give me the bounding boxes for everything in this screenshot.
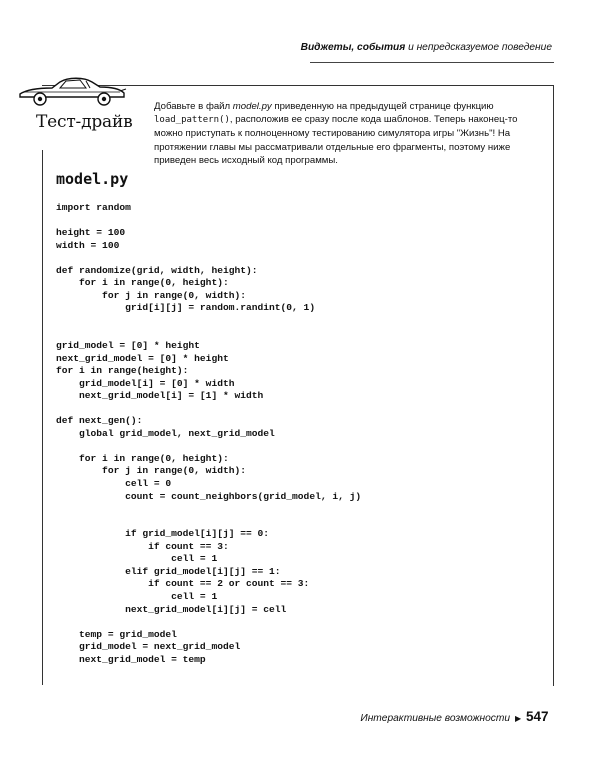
page-number: 547 <box>526 709 549 724</box>
code-line: global grid_model, next_grid_model <box>56 427 275 439</box>
header-rule <box>310 62 554 63</box>
code-line: if count == 3: <box>56 540 229 552</box>
code-line <box>56 440 361 453</box>
code-line: temp = grid_model <box>56 628 177 640</box>
code-line: elif grid_model[i][j] == 1: <box>56 565 281 577</box>
intro-filename: model.py <box>232 101 272 112</box>
code-line: if count == 2 or count == 3: <box>56 578 310 590</box>
footer-arrow-icon: ▶ <box>515 714 522 723</box>
chapter-title-part2: и <box>405 42 417 53</box>
code-line: import random <box>56 202 131 213</box>
file-title: model.py <box>56 170 129 188</box>
code-listing <box>56 202 361 666</box>
code-line <box>56 616 361 629</box>
box-left-border <box>42 150 43 685</box>
code-line <box>56 503 361 516</box>
intro-code-name: load_pattern() <box>154 115 230 126</box>
code-line <box>56 252 361 265</box>
intro-text-1: Добавьте в файл <box>154 101 233 112</box>
code-line: if grid_model[i][j] == 0: <box>56 528 270 540</box>
code-line: grid_model = next_grid_model <box>56 641 241 653</box>
code-line: next_grid_model = [0] * height <box>56 352 229 364</box>
code-line <box>56 315 361 328</box>
code-line: grid[i][j] = random.randint(0, 1) <box>56 302 316 314</box>
code-line: for i in range(0, height): <box>56 452 229 464</box>
car-icon <box>16 72 128 110</box>
code-line <box>56 327 361 340</box>
intro-text-2: приведенную на предыдущей странице функцию <box>271 101 494 112</box>
code-line: for i in range(0, height): <box>56 277 229 289</box>
code-line: for j in range(0, width): <box>56 465 246 477</box>
intro-text-3: , расположив ее сразу после кода шаблонов. Теперь наконец-то можно приступать к полноценному тестированию симулятора игры "Жизнь"! На протяжении главы мы рассматривали отдельные его фрагменты, поэтому ниже приведен весь исходный код программы. <box>154 114 518 166</box>
code-line: next_grid_model = temp <box>56 653 206 665</box>
code-line: cell = 0 <box>56 478 172 490</box>
code-line: grid_model = [0] * height <box>56 340 200 352</box>
code-line: next_grid_model[i] = [1] * width <box>56 390 264 402</box>
code-line: next_grid_model[i][j] = cell <box>56 603 287 615</box>
code-line <box>56 215 361 228</box>
code-line: cell = 1 <box>56 553 218 565</box>
code-line <box>56 403 361 416</box>
code-line: width = 100 <box>56 239 120 251</box>
code-line: grid_model[i] = [0] * width <box>56 377 235 389</box>
intro-paragraph <box>154 100 544 167</box>
code-line: count = count_neighbors(grid_model, i, j) <box>56 490 362 502</box>
footer-section-title: Интерактивные возможности <box>360 713 510 724</box>
code-line <box>56 516 361 529</box>
code-line: for i in range(height): <box>56 365 189 377</box>
chapter-header <box>300 42 552 53</box>
code-line: cell = 1 <box>56 590 218 602</box>
code-line: def randomize(grid, width, height): <box>56 264 258 276</box>
chapter-title-part3: непредсказуемое поведение <box>416 42 552 53</box>
code-line: def next_gen(): <box>56 415 143 427</box>
test-drive-label: Тест-драйв <box>36 112 133 132</box>
code-line: for j in range(0, width): <box>56 289 246 301</box>
code-line: height = 100 <box>56 227 126 239</box>
chapter-title-part1: Виджеты, события <box>300 42 406 53</box>
